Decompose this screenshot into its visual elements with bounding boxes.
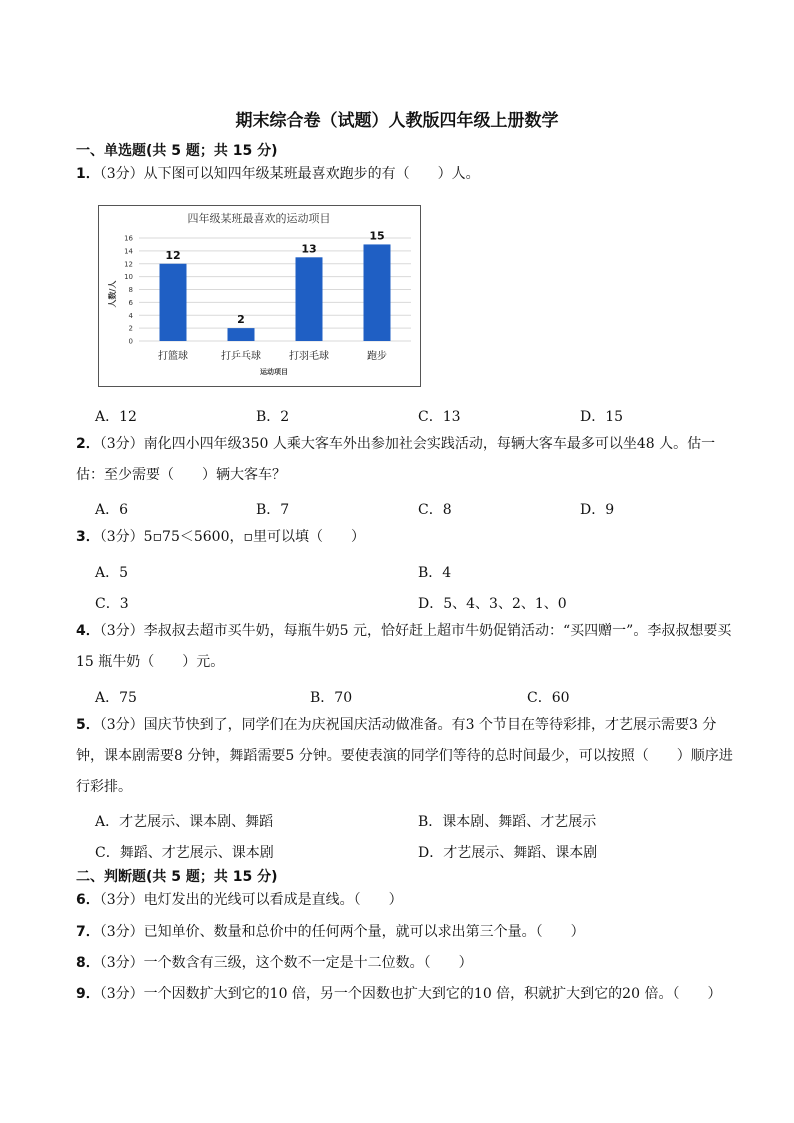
question-number: 2． [76, 436, 100, 452]
q3-option-b[interactable]: B．4 [418, 565, 452, 581]
question-text: （3分）国庆节快到了，同学们在为庆祝国庆活动做准备。有3 个节目在等待彩排，才艺展示需要3 分钟，课本剧需要8 分钟，舞蹈需要5 分钟。要使表演的同学们等待的总时间最少，可以按照（ ）顺序进行彩排。 [76, 717, 733, 795]
chart-bar [160, 264, 187, 341]
q1-option-a[interactable]: A．12 [95, 409, 137, 425]
q5-option-c[interactable]: C．舞蹈、才艺展示、课本剧 [95, 845, 274, 861]
question-9 [76, 979, 742, 1010]
chart-x-tick-label: 打乒乓球 [221, 351, 261, 362]
chart-y-axis-label: 人数/人 [108, 280, 117, 308]
chart-bar [364, 244, 391, 341]
question-text: （3分）李叔叔去超市买牛奶，每瓶牛奶5 元，恰好赶上超市牛奶促销活动：“买四赠一”。李叔叔想要买15 瓶牛奶（ ）元。 [76, 623, 732, 670]
chart-y-tick-label: 8 [128, 286, 133, 294]
chart-data-label: 15 [369, 229, 385, 243]
q4-option-b[interactable]: B．70 [310, 690, 353, 706]
question-text: （3分）一个因数扩大到它的10 倍，另一个因数也扩大到它的10 倍，积就扩大到它的20 倍。（ ） [99, 986, 722, 1002]
section-heading-true-false: 二、判断题(共 5 题；共 15 分) [76, 869, 278, 885]
question-number: 7． [76, 924, 100, 940]
question-5 [76, 710, 742, 803]
question-3 [76, 522, 742, 553]
chart-y-tick-label: 12 [124, 260, 133, 269]
bar-chart [98, 205, 421, 387]
question-number: 4． [76, 623, 100, 639]
chart-svg [99, 206, 420, 386]
chart-data-label: 12 [165, 248, 181, 262]
q1-option-b[interactable]: B．2 [256, 409, 290, 425]
q5-option-d[interactable]: D．才艺展示、舞蹈、课本剧 [418, 845, 598, 861]
q3-option-c[interactable]: C．3 [95, 596, 129, 612]
question-8 [76, 948, 742, 979]
chart-y-tick-label: 16 [124, 234, 133, 243]
q2-option-b[interactable]: B．7 [256, 502, 290, 518]
q5-option-a[interactable]: A．才艺展示、课本剧、舞蹈 [95, 814, 274, 830]
question-text: （3分）电灯发出的光线可以看成是直线。（ ） [99, 892, 403, 908]
chart-x-tick-label: 打篮球 [158, 351, 188, 362]
question-text: （3分）5▫75＜5600，▫里可以填（ ） [99, 529, 365, 545]
section-heading-single-choice: 一、单选题(共 5 题；共 15 分) [76, 143, 278, 159]
chart-x-tick-label: 打羽毛球 [289, 351, 329, 362]
chart-title: 四年级某班最喜欢的运动项目 [187, 212, 331, 225]
question-6 [76, 885, 742, 916]
chart-y-tick-label: 2 [128, 324, 133, 333]
chart-y-tick-label: 6 [128, 298, 133, 307]
question-number: 8． [76, 955, 100, 971]
chart-y-tick-label: 10 [124, 273, 133, 282]
chart-bar [228, 328, 255, 341]
question-4 [76, 616, 742, 678]
chart-y-tick-label: 0 [128, 337, 133, 346]
chart-x-tick-label: 跑步 [367, 351, 387, 362]
question-number: 3． [76, 529, 100, 545]
question-7 [76, 917, 742, 948]
q1-option-d[interactable]: D．15 [580, 409, 624, 425]
q3-option-a[interactable]: A．5 [95, 565, 129, 581]
q1-option-c[interactable]: C．13 [418, 409, 461, 425]
question-1 [76, 159, 742, 190]
question-2 [76, 429, 742, 491]
q4-option-a[interactable]: A．75 [95, 690, 137, 706]
q2-option-c[interactable]: C．8 [418, 502, 452, 518]
chart-bar [296, 257, 323, 341]
question-text: （3分）南化四小四年级350 人乘大客车外出参加社会实践活动，每辆大客车最多可以坐48 人。估一估：至少需要（ ）辆大客车？ [76, 436, 716, 483]
question-number: 1． [76, 166, 100, 182]
question-text: （3分）从下图可以知四年级某班最喜欢跑步的有（ ）人。 [99, 166, 480, 182]
page-title: 期末综合卷（试题）人教版四年级上册数学 [235, 111, 559, 131]
q4-option-c[interactable]: C．60 [527, 690, 570, 706]
q3-option-d[interactable]: D．5、4、3、2、1、0 [418, 596, 567, 612]
question-number: 5． [76, 717, 100, 733]
chart-data-label: 2 [237, 313, 245, 327]
q5-option-b[interactable]: B．课本剧、舞蹈、才艺展示 [418, 814, 597, 830]
chart-y-tick-label: 14 [124, 247, 133, 256]
question-text: （3分）已知单价、数量和总价中的任何两个量，就可以求出第三个量。（ ） [99, 924, 585, 940]
q2-option-d[interactable]: D．9 [580, 502, 615, 518]
question-number: 6． [76, 892, 100, 908]
question-text: （3分）一个数含有三级，这个数不一定是十二位数。（ ） [99, 955, 473, 971]
question-number: 9． [76, 986, 100, 1002]
q2-option-a[interactable]: A．6 [95, 502, 129, 518]
chart-data-label: 13 [301, 242, 317, 256]
chart-y-tick-label: 4 [128, 311, 133, 320]
chart-x-axis-label: 运动项目 [260, 368, 288, 376]
